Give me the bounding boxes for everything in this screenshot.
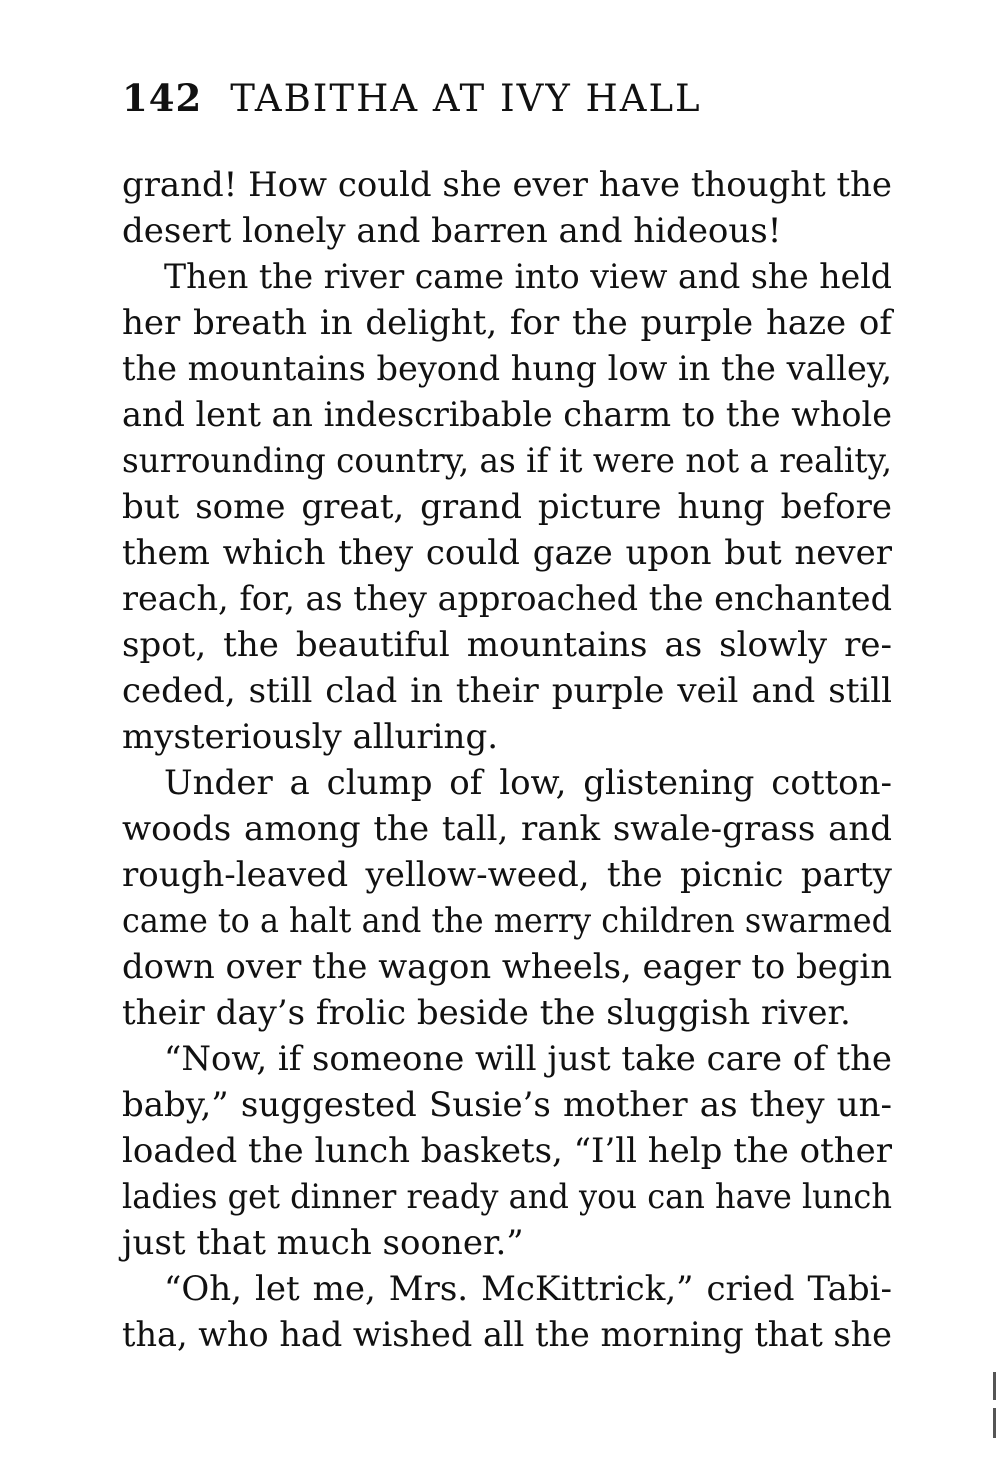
- scan-edge-mark: [993, 1372, 996, 1400]
- text-line: tha, who had wished all the morning that she: [122, 1315, 892, 1355]
- text-line: but some great, grand picture hung before: [122, 487, 892, 527]
- scan-edge-mark: [993, 1408, 996, 1438]
- book-title: TABITHA AT IVY HALL: [230, 77, 702, 120]
- paragraph-first-line: Then the river came into view and she held: [164, 257, 892, 297]
- text-line: woods among the tall, rank swale-grass and: [122, 809, 892, 849]
- text-line: ladies get dinner ready and you can have lunch: [122, 1177, 892, 1217]
- text-line: her breath in delight, for the purple haze of: [122, 303, 892, 343]
- text-line: down over the wagon wheels, eager to begin: [122, 947, 892, 987]
- paragraph-first-line: “Oh, let me, Mrs. McKittrick,” cried Tabi-: [164, 1269, 892, 1309]
- text-line: surrounding country, as if it were not a reality,: [122, 441, 892, 481]
- text-line: reach, for, as they approached the enchanted: [122, 579, 892, 619]
- paragraph-first-line: “Now, if someone will just take care of the: [164, 1039, 892, 1079]
- text-line: the mountains beyond hung low in the valley,: [122, 349, 892, 389]
- body-text: [122, 162, 892, 1358]
- paragraph-first-line: Under a clump of low, glistening cotton-: [164, 763, 892, 803]
- text-line: grand! How could she ever have thought the: [122, 165, 892, 205]
- text-line: baby,” suggested Susie’s mother as they un-: [122, 1085, 892, 1125]
- text-line: loaded the lunch baskets, “I’ll help the other: [122, 1131, 892, 1171]
- page-number: 142: [122, 76, 203, 120]
- text-line: them which they could gaze upon but never: [122, 533, 892, 573]
- text-line: just that much sooner.”: [122, 1223, 524, 1263]
- text-line: spot, the beautiful mountains as slowly re-: [122, 625, 892, 665]
- text-line: rough-leaved yellow-weed, the picnic party: [122, 855, 892, 895]
- text-line: came to a halt and the merry children swarmed: [122, 901, 892, 941]
- text-line: desert lonely and barren and hideous!: [122, 211, 782, 251]
- running-head: [122, 72, 892, 124]
- text-line: and lent an indescribable charm to the whole: [122, 395, 892, 435]
- text-line: mysteriously alluring.: [122, 717, 499, 757]
- text-line: their day’s frolic beside the sluggish river.: [122, 993, 851, 1033]
- text-line: ceded, still clad in their purple veil and still: [122, 671, 892, 711]
